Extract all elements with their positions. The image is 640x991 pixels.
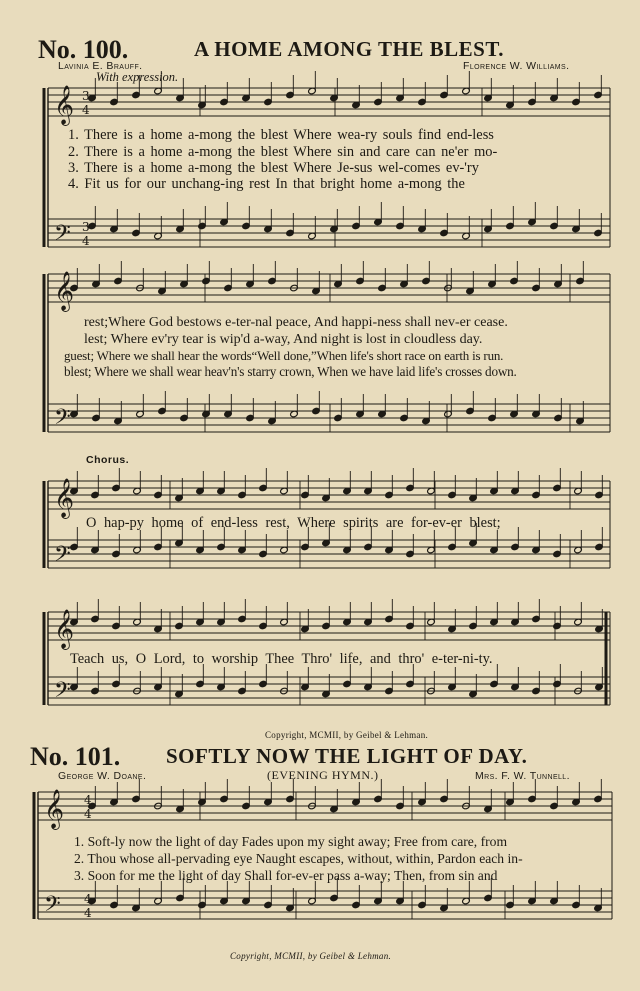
bass-clef-icon: 𝄢 — [54, 405, 71, 435]
treble-clef-icon: 𝄞 — [54, 85, 75, 125]
treble-clef-icon: 𝄞 — [54, 478, 75, 518]
lyric-line: 3. Soon for me the light of day Shall for-ev-er pass a-way; Then, from sin and — [74, 868, 498, 883]
bass-clef-icon: 𝄢 — [54, 221, 71, 251]
chorus-label: Chorus. — [86, 454, 130, 466]
treble-clef-icon: 𝄞 — [44, 789, 65, 829]
hymn-100-copyright: Copyright, MCMII, by Geibel & Lehman. — [265, 730, 429, 740]
lyric-line: 4. Fit us for our unchang-ing rest In that bright home a-mong the — [68, 176, 465, 192]
lyric-line: blest; Where we shall wear heav'n's starry crown, When we have laid life's crosses down. — [64, 364, 517, 379]
lyric-line: rest;Where God bestows e-ter-nal peace, And happi-ness shall nev-er cease. — [84, 315, 508, 330]
chorus-lyric-line: O hap-py home of end-less rest, Where spirits are for-ev-er blest; — [86, 515, 501, 531]
treble-clef-icon: 𝄞 — [54, 271, 75, 311]
lyric-line: 3. There is a home a-mong the blest Where Je-sus wel-comes ev-'ry — [68, 160, 479, 176]
lyric-line: guest; Where we shall hear the words“Well done,”When life's short race on earth is run. — [64, 348, 504, 363]
time-signature: 3 — [82, 89, 90, 103]
lyric-line: 2. Thou whose all-pervading eye Naught escapes, without, within, Pardon each in- — [74, 851, 523, 866]
bass-clef-icon: 𝄢 — [44, 892, 61, 922]
chorus-lyric-line: Teach us, O Lord, to worship Thee Thro' life, and thro' e-ter-ni-ty. — [70, 651, 493, 667]
time-signature: 4 — [82, 234, 90, 248]
time-signature: 4 — [84, 807, 92, 821]
lyric-line: 2. There is a home a-mong the blest Where sin and care can ne'er mo- — [68, 144, 498, 160]
lyric-line: 1. There is a home a-mong the blest Where wea-ry souls find end-less — [68, 127, 494, 143]
lyric-line: 1. Soft-ly now the light of day Fades upon my sight away; Free from care, from — [74, 834, 508, 849]
hymn-101-number: No. 101. — [30, 742, 121, 771]
bass-clef-icon: 𝄢 — [54, 678, 71, 708]
hymn-101-composer: Mrs. F. W. Tunnell. — [475, 770, 570, 782]
time-signature: 4 — [84, 793, 92, 807]
time-signature: 3 — [82, 220, 90, 234]
time-signature: 4 — [84, 892, 92, 906]
hymn-101-author: George W. Doane. — [58, 770, 147, 782]
hymn-100-title: A HOME AMONG THE BLEST. — [194, 37, 505, 61]
treble-clef-icon: 𝄞 — [54, 609, 75, 649]
time-signature: 4 — [82, 103, 90, 117]
hymn-100-number: No. 100. — [38, 35, 129, 64]
hymn-100-composer: Florence W. Williams. — [463, 60, 570, 72]
bass-clef-icon: 𝄢 — [54, 542, 71, 572]
hymn-101-copyright: Copyright, MCMII, by Geibel & Lehman. — [230, 951, 392, 961]
expression-marking: With expression. — [96, 70, 179, 84]
hymn-101-subtitle: (EVENING HYMN.) — [267, 768, 379, 782]
hymn-100-author: Lavinia E. Brauff. — [58, 60, 143, 72]
hymn-101-title: SOFTLY NOW THE LIGHT OF DAY. — [166, 744, 528, 768]
time-signature: 4 — [84, 906, 92, 920]
lyric-line: lest; Where ev'ry tear is wip'd a-way, And night is lost in cloudless day. — [84, 332, 483, 347]
